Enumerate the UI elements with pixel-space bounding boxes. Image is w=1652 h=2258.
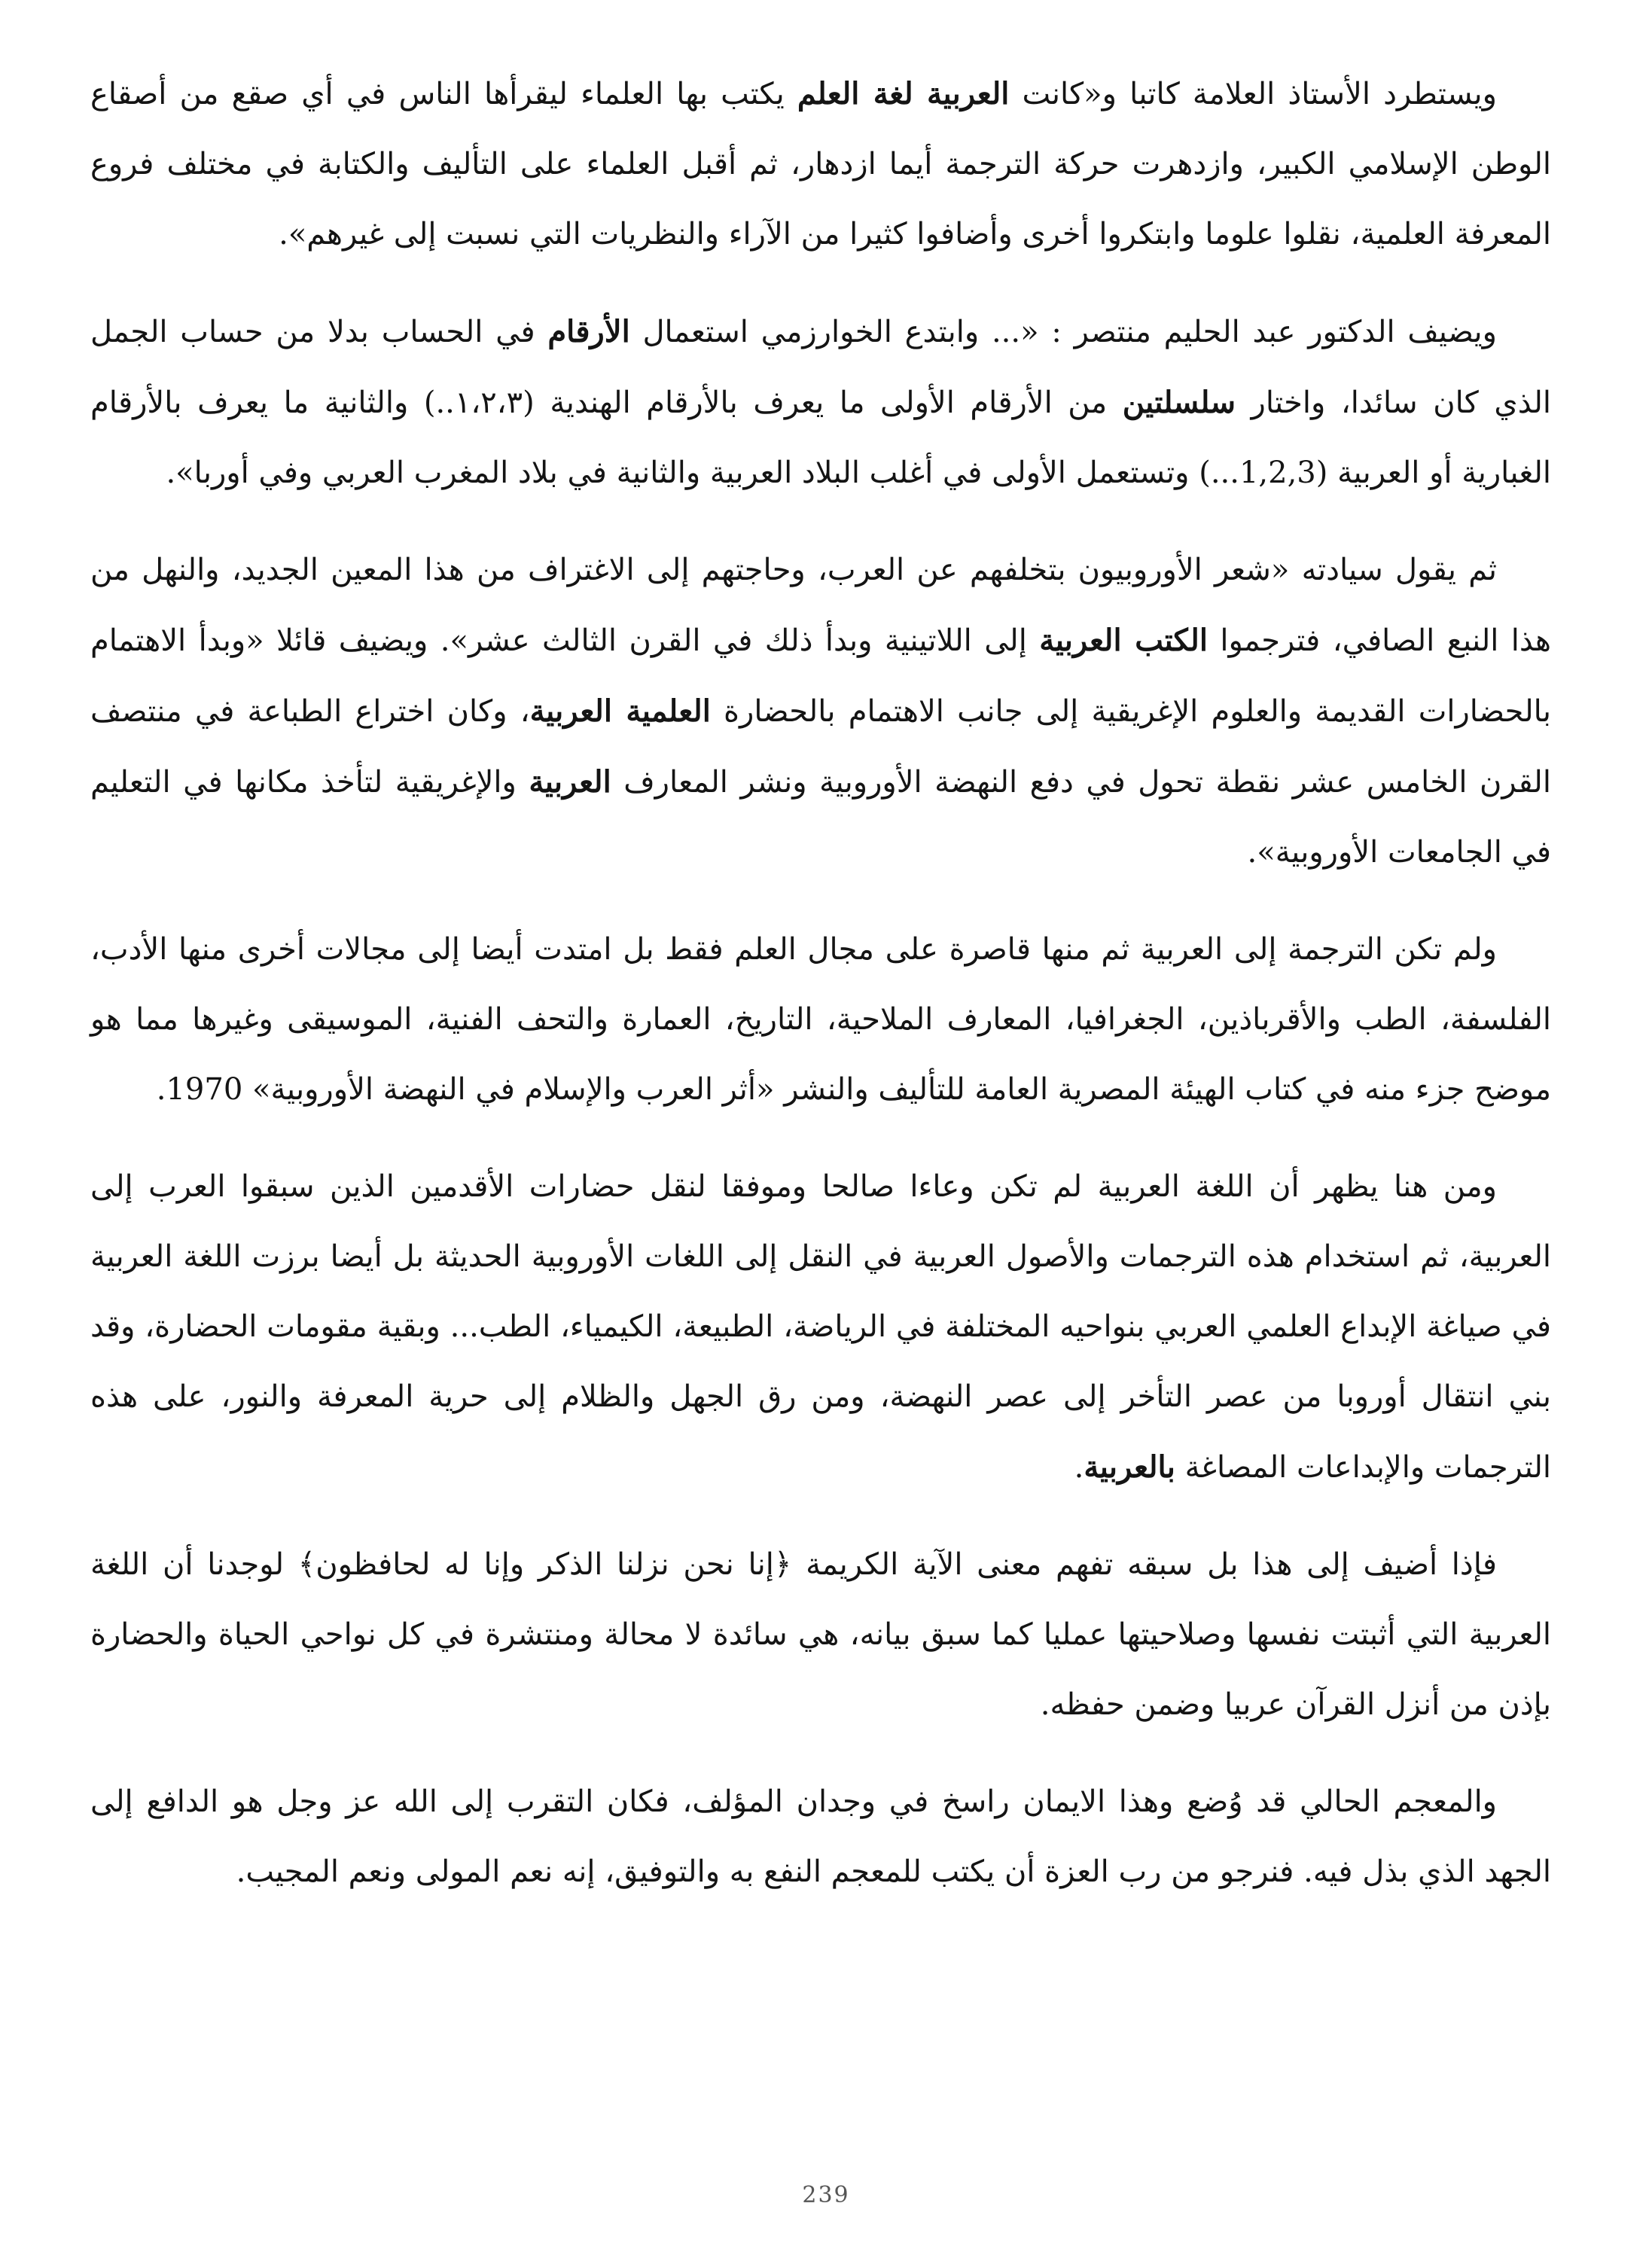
paragraph xyxy=(90,915,1551,1125)
page-number: 239 xyxy=(802,2182,850,2208)
paragraph xyxy=(90,1530,1551,1740)
text-segment: ومن هنا يظهر أن اللغة العربية لم تكن وعاءا صالحا وموفقا لنقل حضارات الأقدمين الذين سبقوا العرب إلى العربية، ثم استخدام هذه الترجمات والأصول العربية في النقل إلى اللغات الأوروبية الحديثة بل أيضا برزت اللغة العربية في صياغة الإبداع العلمي العربي بنواحيه المختلفة في الرياضة، الطبيعة، الكيمياء، الطب... وبقية مقومات الحضارة، وقد بني انتقال أوروبا من عصر التأخر إلى عصر النهضة، ومن رق الجهل والظلام إلى حرية المعرفة والنور، على هذه الترجمات والإبداعات المصاغة xyxy=(90,1169,1551,1485)
bold-text-segment: الأرقام xyxy=(547,314,630,349)
bold-text-segment: سلسلتين xyxy=(1122,385,1236,420)
text-segment: ثم يقول سيادته «شعر الأوروبيون بتخلفهم عن العرب، وحاجتهم إلى الاغتراف من هذا المعين الجديد، والنهل من هذا النبع الصافي، فترجموا xyxy=(90,553,1552,658)
document-page xyxy=(90,59,1551,2167)
paragraph xyxy=(90,59,1551,270)
bold-text-segment: العربية لغة العلم xyxy=(797,76,1010,111)
text-segment: إلى اللاتينية وبدأ ذلك في القرن الثالث عشر». ويضيف قائلا «وبدأ الاهتمام بالحضارات القديمة والعلوم الإغريقية إلى جانب الاهتمام بالحضارة xyxy=(90,623,1551,729)
bold-text-segment: العربية xyxy=(529,764,611,800)
paragraph xyxy=(90,1152,1551,1503)
paragraph xyxy=(90,1767,1551,1907)
text-segment: . xyxy=(1074,1450,1084,1485)
text-segment: في الحساب بدلا من حساب الجمل الذي كان سائدا، واختار xyxy=(90,315,1551,420)
text-segment: من الأرقام الأولى ما يعرف بالأرقام الهندية (١،٢،٣..) والثانية ما يعرف بالأرقام الغبارية أو العربية (1,2,3...) وتستعمل الأولى في أغلب البلاد العربية والثانية في بلاد المغرب العربي وفي أوربا». xyxy=(90,385,1551,490)
text-segment: ويضيف الدكتور عبد الحليم منتصر : «... وابتدع الخوارزمي استعمال xyxy=(629,315,1497,349)
text-segment: فإذا أضيف إلى هذا بل سبقه تفهم معنى الآية الكريمة ﴿إنا نحن نزلنا الذكر وإنا له لحافظون﴾ لوجدنا أن اللغة العربية التي أثبتت نفسها وصلاحيتها عمليا كما سبق بيانه، هي سائدة لا محالة ومنتشرة في كل نواحي الحياة والحضارة بإذن من أنزل القرآن عربيا وضمن حفظه. xyxy=(90,1547,1552,1722)
text-segment: يكتب بها العلماء ليقرأها الناس في أي صقع من أصقاع الوطن الإسلامي الكبير، وازدهرت حركة الترجمة أيما ازدهار، ثم أقبل العلماء على التأليف والكتابة في مختلف فروع المعرفة العلمية، نقلوا علوما وابتكروا أخرى وأضافوا كثيرا من الآراء والنظريات التي نسبت إلى غيرهم». xyxy=(90,77,1551,251)
bold-text-segment: الكتب العربية xyxy=(1039,623,1208,658)
bold-text-segment: بالعربية xyxy=(1084,1449,1175,1485)
text-segment: ويستطرد الأستاذ العلامة كاتبا و«كانت xyxy=(1009,77,1497,111)
paragraph xyxy=(90,297,1551,508)
paragraph xyxy=(90,535,1551,888)
text-segment: والمعجم الحالي قد وُضع وهذا الايمان راسخ في وجدان المؤلف، فكان التقرب إلى الله عز وجل هو الدافع إلى الجهد الذي بذل فيه. فنرجو من رب العزة أن يكتب للمعجم النفع به والتوفيق، إنه نعم المولى ونعم المجيب. xyxy=(90,1784,1551,1889)
text-segment: ، وكان اختراع الطباعة في منتصف القرن الخامس عشر نقطة تحول في دفع النهضة الأوروبية ونشر المعارف xyxy=(90,694,1551,800)
text-segment: والإغريقية لتأخذ مكانها في التعليم في الجامعات الأوروبية». xyxy=(90,765,1551,870)
bold-text-segment: العلمية العربية xyxy=(529,693,711,729)
text-segment: ولم تكن الترجمة إلى العربية ثم منها قاصرة على مجال العلم فقط بل امتدت أيضا إلى مجالات أخرى منها الأدب، الفلسفة، الطب والأقرباذين، الجغرافيا، المعارف الملاحية، التاريخ، العمارة والتحف الفنية، الموسيقى وغيرها مما هو موضح جزء منه في كتاب الهيئة المصرية العامة للتأليف والنشر «أثر العرب والإسلام في النهضة الأوروبية» 1970. xyxy=(90,932,1551,1107)
